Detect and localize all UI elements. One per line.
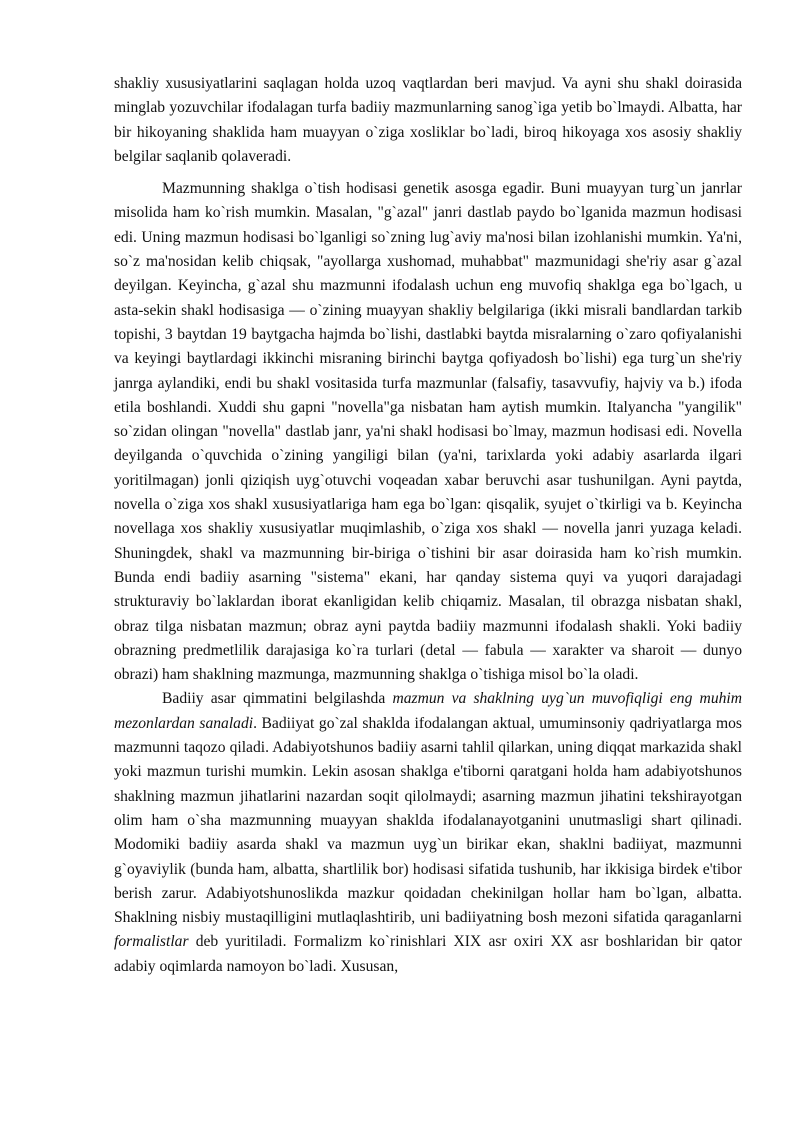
document-page — [114, 72, 742, 979]
emphasis-harmony: mazmun va shaklning uyg`un muvofiqligi eng muhim mezonlardan sanaladi — [114, 690, 743, 732]
text-run: . Badiiyat go`zal shaklda ifodalangan aktual, umuminsoniy qadriyatlarga mos mazmunni taqozo qiladi. Adabiyotshunos badiiy asarni tahlil qilarkan, uning diqqat markazida shakl yoki mazmun turishi mumkin. Lekin asosan shaklga e'tiborni qaratgani holda ham adabiyotshunos shaklning mazmun jihatlarini nazardan soqit qilolmaydi; asarning mazmun jihatini tekshirayotgan olim ham o`sha mazmunning muayyan shaklda ifodalanayotganini unutmasligi shart qilinadi. Modomiki badiiy asarda shakl va mazmun uyg`un birikar ekan, shaklni badiiyat, mazmunni g`oyaviylik (bunda ham, albatta, shartlilik bor) hodisasi sifatida tushunib, har ikkisiga birdek e'tibor berish zarur. Adabiyotshunoslikda mazkur qoidadan chekinilgan hollar ham bo`lgan, albatta. Shaklning nisbiy mustaqilligini mutlaqlashtirib, uni badiiyatning bosh mezoni sifatida qaraganlarni — [114, 714, 742, 927]
text-run: Badiiy asar qimmatini belgilashda — [162, 690, 393, 708]
paragraph-content-to-form: Mazmunning shaklga o`tish hodisasi genetik asosga egadir. Buni muayyan turg`un janrlar misolida ham ko`rish mumkin. Masalan, "g`azal" janri dastlab paydo bo`lganida mazmun hodisasi edi. Uning mazmun hodisasi bo`lganligi so`zning lug`aviy ma'nosi bilan izohlanishi mumkin. Ya'ni, so`z ma'nosidan kelib chiqsak, "ayollarga xushomad, muhabbat" mazmunidagi she'riy asar g`azal deyilgan. Keyincha, g`azal shu mazmunni ifodalash uchun eng muvofiq shaklga ega bo`lgach, u asta-sekin shakl hodisasiga — o`zining muayyan shakliy belgilariga (ikki misrali bandlardan tarkib topishi, 3 baytdan 19 baytgacha hajmda bo`lishi, dastlabki baytda misralarning o`zaro qofiyalanishi va keyingi baytlardagi ikkinchi misraning birinchi baytga qofiyadosh bo`lishi) ega turg`un she'riy janrga aylandiki, endi bu shakl vositasida turfa mazmunlar (falsafiy, tasavvufiy, hajviy va b.) ifoda etila boshlandi. Xuddi shu gapni "novella"ga nisbatan ham aytish mumkin. Italyancha "yangilik" so`zidan olingan "novella" dastlab janr, ya'ni shakl hodisasi bo`lmay, mazmun hodisasi edi. Novella deyilganda o`quvchida o`zining yangiligi bilan (ya'ni, tarixlarda yoki adabiy asarlarda ilgari yoritilmagan) jonli qiziqish uyg`otuvchi voqeadan xabar beruvchi asar tushunilgan. Ayni paytda, novella o`ziga xos shakl xususiyatlariga ham ega bo`lgan: qisqalik, syujet o`tkirligi va b. Keyincha novellaga xos shakliy xususiyatlar muqimlashib, o`ziga xos shakl — novella janri yuzaga keladi. Shuningdek, shakl va mazmunning bir-biriga o`tishini bir asar doirasida ham ko`rish mumkin. Bunda endi badiiy asarning "sistema" ekani, har qanday sistema quyi va yuqori darajadagi strukturaviy bo`laklardan iborat ekanligidan kelib chiqamiz. Masalan, til obrazga nisbatan shakl, obraz tilga nisbatan mazmun; obraz ayni paytda badiiy mazmunni ifodalash shakli. Yoki badiiy obrazning predmetlilik darajasiga ko`ra turlari (detal — fabula — xarakter va sharoit — dunyo obrazi) ham shaklning mazmunga, mazmunning shaklga o`tishiga misol bo`la oladi. — [114, 180, 742, 684]
paragraph-continuation: shakliy xususiyatlarini saqlagan holda uzoq vaqtlardan beri mavjud. Va ayni shu shakl doirasida minglab yozuvchilar ifodalagan turfa badiiy mazmunlarning sanog`iga yetib bo`lmaydi. Albatta, har bir hikoyaning shaklida ham muayyan o`ziga xosliklar bo`ladi, biroq hikoyaga xos asosiy shakliy belgilar saqlanib qolaveradi. — [114, 75, 742, 165]
emphasis-formalists: formalistlar — [114, 933, 189, 951]
paragraph-artistic-value — [114, 687, 742, 979]
text-run: deb yuritiladi. Formalizm ko`rinishlari XIX asr oxiri XX asr boshlaridan bir qator adabiy oqimlarda namoyon bo`ladi. Xususan, — [114, 933, 742, 975]
